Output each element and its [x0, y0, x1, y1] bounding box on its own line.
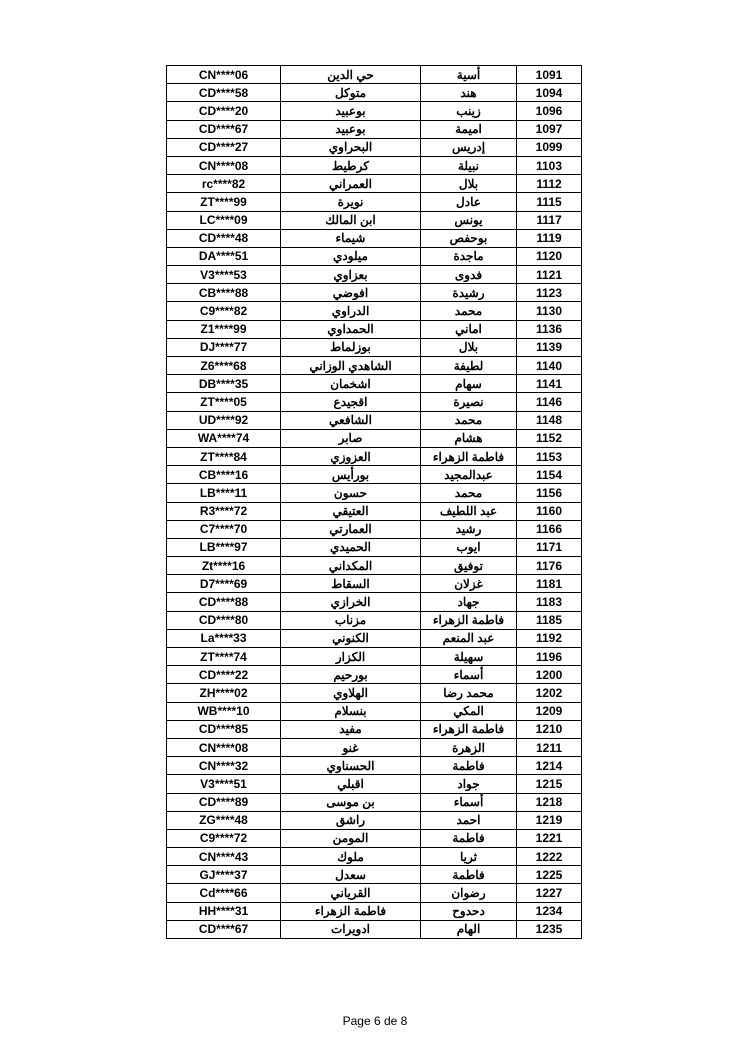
id-cell: Zt****16	[167, 557, 281, 575]
id-cell: CN****43	[167, 848, 281, 866]
table-row	[167, 648, 582, 666]
first-name-cell: يونس	[421, 211, 517, 229]
number-cell: 1099	[517, 138, 582, 156]
first-name-cell: ثريا	[421, 848, 517, 866]
table-row	[167, 575, 582, 593]
table-row	[167, 684, 582, 702]
first-name-cell: فدوى	[421, 266, 517, 284]
id-cell: CD****67	[167, 120, 281, 138]
table-row	[167, 793, 582, 811]
last-name-cell: البحراوي	[281, 138, 421, 156]
number-cell: 1160	[517, 502, 582, 520]
id-cell: CD****88	[167, 593, 281, 611]
last-name-cell: اقجيدع	[281, 393, 421, 411]
first-name-cell: توفيق	[421, 557, 517, 575]
first-name-cell: محمد	[421, 484, 517, 502]
first-name-cell: اماني	[421, 320, 517, 338]
table-row	[167, 593, 582, 611]
number-cell: 1183	[517, 593, 582, 611]
table-row	[167, 447, 582, 465]
last-name-cell: السقاط	[281, 575, 421, 593]
number-cell: 1112	[517, 175, 582, 193]
table-row	[167, 338, 582, 356]
table-row	[167, 866, 582, 884]
first-name-cell: بوحفص	[421, 229, 517, 247]
number-cell: 1115	[517, 193, 582, 211]
table-row	[167, 557, 582, 575]
table-row	[167, 920, 582, 938]
number-cell: 1221	[517, 829, 582, 847]
number-cell: 1166	[517, 520, 582, 538]
number-cell: 1096	[517, 102, 582, 120]
table-row	[167, 247, 582, 265]
id-cell: ZT****99	[167, 193, 281, 211]
number-cell: 1235	[517, 920, 582, 938]
first-name-cell: نصيرة	[421, 393, 517, 411]
last-name-cell: بن موسى	[281, 793, 421, 811]
table-row	[167, 538, 582, 556]
last-name-cell: بعزاوي	[281, 266, 421, 284]
id-cell: Z1****99	[167, 320, 281, 338]
table-row	[167, 902, 582, 920]
id-cell: LC****09	[167, 211, 281, 229]
number-cell: 1136	[517, 320, 582, 338]
table-row	[167, 193, 582, 211]
table-row	[167, 284, 582, 302]
table-row	[167, 884, 582, 902]
table-row	[167, 302, 582, 320]
id-cell: CB****16	[167, 466, 281, 484]
number-cell: 1119	[517, 229, 582, 247]
first-name-cell: عادل	[421, 193, 517, 211]
id-cell: V3****53	[167, 266, 281, 284]
id-cell: CD****27	[167, 138, 281, 156]
first-name-cell: هشام	[421, 429, 517, 447]
first-name-cell: أسية	[421, 66, 517, 84]
id-cell: CN****32	[167, 757, 281, 775]
first-name-cell: بلال	[421, 175, 517, 193]
last-name-cell: الحمداوي	[281, 320, 421, 338]
table-row	[167, 211, 582, 229]
number-cell: 1181	[517, 575, 582, 593]
first-name-cell: رشيدة	[421, 284, 517, 302]
number-cell: 1103	[517, 156, 582, 174]
id-cell: CN****08	[167, 156, 281, 174]
last-name-cell: العزوزي	[281, 447, 421, 465]
id-cell: ZG****48	[167, 811, 281, 829]
first-name-cell: غزلان	[421, 575, 517, 593]
table-row	[167, 138, 582, 156]
table-row	[167, 666, 582, 684]
last-name-cell: متوكل	[281, 84, 421, 102]
first-name-cell: فاطمة	[421, 829, 517, 847]
last-name-cell: الكنوني	[281, 629, 421, 647]
number-cell: 1146	[517, 393, 582, 411]
first-name-cell: فاطمة الزهراء	[421, 611, 517, 629]
last-name-cell: العمراني	[281, 175, 421, 193]
first-name-cell: سهيلة	[421, 648, 517, 666]
last-name-cell: بوعبيد	[281, 120, 421, 138]
table-row	[167, 320, 582, 338]
last-name-cell: بنسلام	[281, 702, 421, 720]
number-cell: 1215	[517, 775, 582, 793]
first-name-cell: رشيد	[421, 520, 517, 538]
number-cell: 1091	[517, 66, 582, 84]
number-cell: 1196	[517, 648, 582, 666]
table-row	[167, 775, 582, 793]
id-cell: Z6****68	[167, 357, 281, 375]
first-name-cell: الزهرة	[421, 738, 517, 756]
table-row	[167, 811, 582, 829]
first-name-cell: المكي	[421, 702, 517, 720]
table-row	[167, 484, 582, 502]
number-cell: 1185	[517, 611, 582, 629]
id-cell: CD****89	[167, 793, 281, 811]
id-cell: DA****51	[167, 247, 281, 265]
last-name-cell: ابن المالك	[281, 211, 421, 229]
last-name-cell: مفيد	[281, 720, 421, 738]
table-row	[167, 156, 582, 174]
last-name-cell: الهلاوي	[281, 684, 421, 702]
table-row	[167, 848, 582, 866]
number-cell: 1214	[517, 757, 582, 775]
id-cell: DJ****77	[167, 338, 281, 356]
id-cell: WA****74	[167, 429, 281, 447]
first-name-cell: زينب	[421, 102, 517, 120]
last-name-cell: فاطمة الزهراء	[281, 902, 421, 920]
first-name-cell: جهاد	[421, 593, 517, 611]
first-name-cell: أسماء	[421, 666, 517, 684]
first-name-cell: أسماء	[421, 793, 517, 811]
id-cell: ZT****05	[167, 393, 281, 411]
id-cell: CN****08	[167, 738, 281, 756]
table-row	[167, 357, 582, 375]
number-cell: 1097	[517, 120, 582, 138]
table-row	[167, 102, 582, 120]
number-cell: 1152	[517, 429, 582, 447]
first-name-cell: إدريس	[421, 138, 517, 156]
last-name-cell: شيماء	[281, 229, 421, 247]
id-cell: ZT****74	[167, 648, 281, 666]
number-cell: 1139	[517, 338, 582, 356]
last-name-cell: بوعبيد	[281, 102, 421, 120]
number-cell: 1130	[517, 302, 582, 320]
last-name-cell: حي الدين	[281, 66, 421, 84]
number-cell: 1171	[517, 538, 582, 556]
table-row	[167, 375, 582, 393]
id-cell: CD****85	[167, 720, 281, 738]
table-row	[167, 66, 582, 84]
last-name-cell: المكداني	[281, 557, 421, 575]
last-name-cell: سعدل	[281, 866, 421, 884]
first-name-cell: بلال	[421, 338, 517, 356]
last-name-cell: اشخمان	[281, 375, 421, 393]
first-name-cell: جواد	[421, 775, 517, 793]
table-row	[167, 702, 582, 720]
id-cell: HH****31	[167, 902, 281, 920]
number-cell: 1209	[517, 702, 582, 720]
first-name-cell: عبد اللطيف	[421, 502, 517, 520]
first-name-cell: فاطمة	[421, 866, 517, 884]
last-name-cell: نويرة	[281, 193, 421, 211]
number-cell: 1176	[517, 557, 582, 575]
last-name-cell: الخرازي	[281, 593, 421, 611]
id-cell: CD****22	[167, 666, 281, 684]
table-row	[167, 175, 582, 193]
table-row	[167, 611, 582, 629]
id-cell: C9****82	[167, 302, 281, 320]
number-cell: 1218	[517, 793, 582, 811]
last-name-cell: الحسناوي	[281, 757, 421, 775]
page-footer: Page 6 de 8	[342, 1014, 408, 1028]
number-cell: 1200	[517, 666, 582, 684]
first-name-cell: سهام	[421, 375, 517, 393]
id-cell: CB****88	[167, 284, 281, 302]
id-cell: R3****72	[167, 502, 281, 520]
id-cell: LB****97	[167, 538, 281, 556]
number-cell: 1202	[517, 684, 582, 702]
id-cell: CD****20	[167, 102, 281, 120]
table-row	[167, 502, 582, 520]
number-cell: 1192	[517, 629, 582, 647]
last-name-cell: الشافعي	[281, 411, 421, 429]
last-name-cell: مزناب	[281, 611, 421, 629]
first-name-cell: احمد	[421, 811, 517, 829]
last-name-cell: الشاهدي الوزاني	[281, 357, 421, 375]
last-name-cell: ملوك	[281, 848, 421, 866]
table-row	[167, 229, 582, 247]
first-name-cell: دحدوح	[421, 902, 517, 920]
number-cell: 1211	[517, 738, 582, 756]
last-name-cell: حسون	[281, 484, 421, 502]
table-row	[167, 720, 582, 738]
id-cell: CD****80	[167, 611, 281, 629]
id-cell: CD****67	[167, 920, 281, 938]
number-cell: 1141	[517, 375, 582, 393]
last-name-cell: الكزار	[281, 648, 421, 666]
id-cell: C7****70	[167, 520, 281, 538]
id-cell: D7****69	[167, 575, 281, 593]
last-name-cell: اقبلي	[281, 775, 421, 793]
last-name-cell: كرطيط	[281, 156, 421, 174]
number-cell: 1153	[517, 447, 582, 465]
first-name-cell: فاطمة الزهراء	[421, 720, 517, 738]
number-cell: 1094	[517, 84, 582, 102]
id-cell: rc****82	[167, 175, 281, 193]
last-name-cell: العمارتي	[281, 520, 421, 538]
first-name-cell: محمد	[421, 411, 517, 429]
first-name-cell: فاطمة الزهراء	[421, 447, 517, 465]
last-name-cell: العتيقي	[281, 502, 421, 520]
id-cell: CD****58	[167, 84, 281, 102]
last-name-cell: بورحيم	[281, 666, 421, 684]
first-name-cell: عبد المنعم	[421, 629, 517, 647]
number-cell: 1227	[517, 884, 582, 902]
first-name-cell: محمد رضا	[421, 684, 517, 702]
first-name-cell: ماجدة	[421, 247, 517, 265]
table-row	[167, 266, 582, 284]
results-table	[166, 65, 582, 939]
number-cell: 1120	[517, 247, 582, 265]
number-cell: 1148	[517, 411, 582, 429]
last-name-cell: ادويرات	[281, 920, 421, 938]
id-cell: UD****92	[167, 411, 281, 429]
id-cell: Cd****66	[167, 884, 281, 902]
table-row	[167, 393, 582, 411]
table-row	[167, 466, 582, 484]
number-cell: 1225	[517, 866, 582, 884]
first-name-cell: اميمة	[421, 120, 517, 138]
last-name-cell: صابر	[281, 429, 421, 447]
id-cell: ZT****84	[167, 447, 281, 465]
last-name-cell: غنو	[281, 738, 421, 756]
table-row	[167, 829, 582, 847]
table-row	[167, 120, 582, 138]
number-cell: 1234	[517, 902, 582, 920]
first-name-cell: هند	[421, 84, 517, 102]
id-cell: WB****10	[167, 702, 281, 720]
table-row	[167, 520, 582, 538]
number-cell: 1117	[517, 211, 582, 229]
id-cell: DB****35	[167, 375, 281, 393]
last-name-cell: الحميدي	[281, 538, 421, 556]
last-name-cell: ميلودي	[281, 247, 421, 265]
first-name-cell: الهام	[421, 920, 517, 938]
last-name-cell: الدراوي	[281, 302, 421, 320]
results-table-body	[167, 66, 582, 939]
last-name-cell: المومن	[281, 829, 421, 847]
id-cell: CN****06	[167, 66, 281, 84]
first-name-cell: لطيفة	[421, 357, 517, 375]
first-name-cell: رضوان	[421, 884, 517, 902]
table-row	[167, 629, 582, 647]
first-name-cell: فاطمة	[421, 757, 517, 775]
table-row	[167, 757, 582, 775]
id-cell: C9****72	[167, 829, 281, 847]
id-cell: LB****11	[167, 484, 281, 502]
first-name-cell: عبدالمجيد	[421, 466, 517, 484]
id-cell: La****33	[167, 629, 281, 647]
number-cell: 1210	[517, 720, 582, 738]
first-name-cell: محمد	[421, 302, 517, 320]
number-cell: 1154	[517, 466, 582, 484]
table-row	[167, 738, 582, 756]
last-name-cell: القرياني	[281, 884, 421, 902]
first-name-cell: ايوب	[421, 538, 517, 556]
id-cell: V3****51	[167, 775, 281, 793]
id-cell: ZH****02	[167, 684, 281, 702]
number-cell: 1156	[517, 484, 582, 502]
last-name-cell: بوزلماط	[281, 338, 421, 356]
id-cell: CD****48	[167, 229, 281, 247]
table-row	[167, 429, 582, 447]
id-cell: GJ****37	[167, 866, 281, 884]
table-row	[167, 84, 582, 102]
number-cell: 1123	[517, 284, 582, 302]
number-cell: 1219	[517, 811, 582, 829]
last-name-cell: بورأيس	[281, 466, 421, 484]
first-name-cell: نبيلة	[421, 156, 517, 174]
table-row	[167, 411, 582, 429]
last-name-cell: راشق	[281, 811, 421, 829]
last-name-cell: افوضي	[281, 284, 421, 302]
number-cell: 1222	[517, 848, 582, 866]
number-cell: 1121	[517, 266, 582, 284]
number-cell: 1140	[517, 357, 582, 375]
